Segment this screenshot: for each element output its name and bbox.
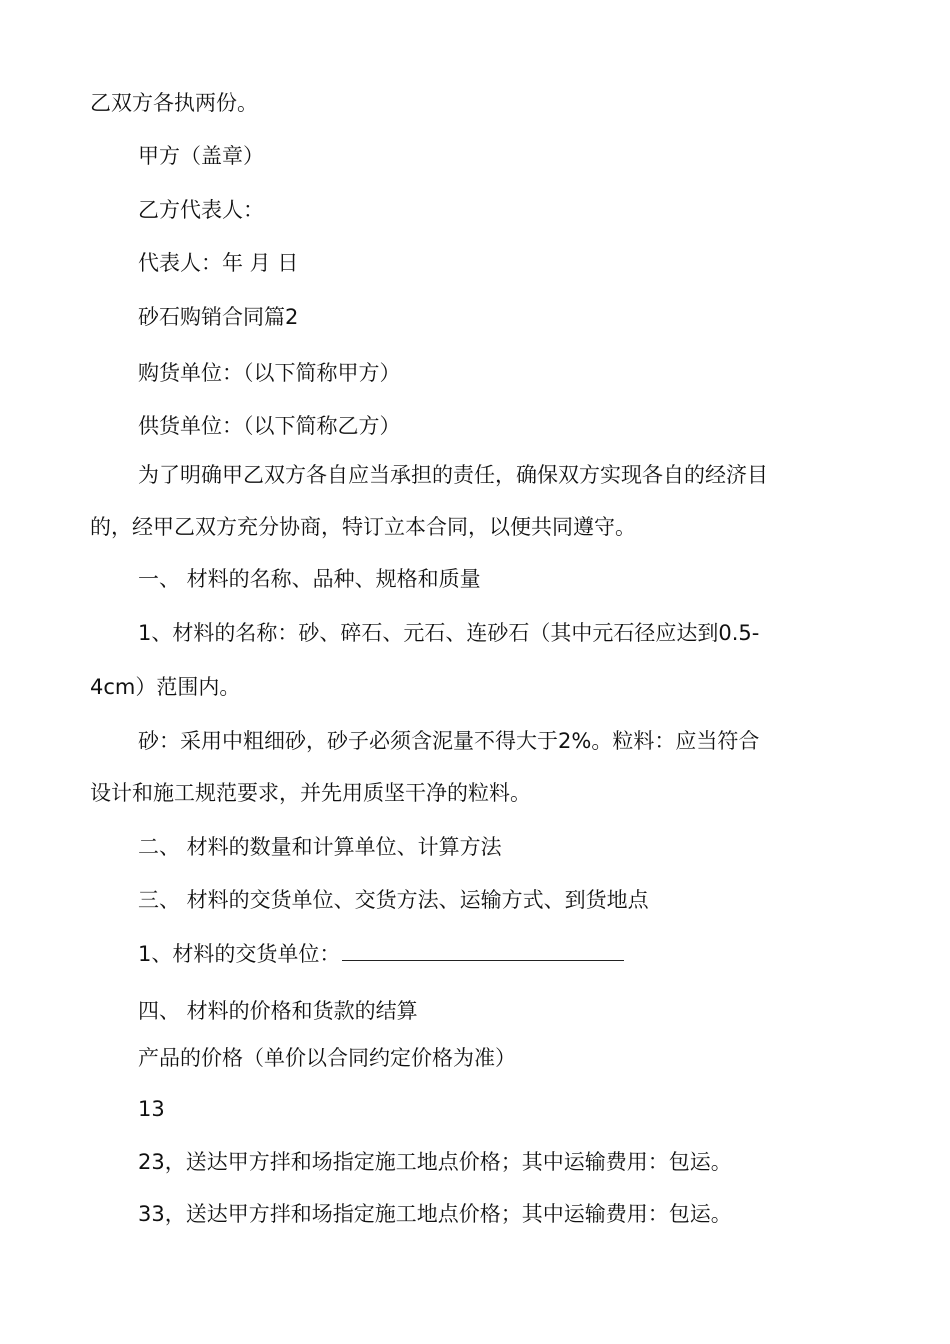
- paragraph-line: 4cm）范围内。: [90, 675, 241, 699]
- delivery-unit-label: 1、材料的交货单位：: [138, 942, 341, 966]
- paragraph-line: 1、材料的名称：砂、碎石、元石、连砂石（其中元石径应达到0.5-: [138, 621, 760, 645]
- clause-heading: 三、 材料的交货单位、交货方法、运输方式、到货地点: [138, 888, 649, 912]
- clause-heading: 一、 材料的名称、品种、规格和质量: [138, 567, 481, 591]
- paragraph-line: 砂：采用中粗细砂，砂子必须含泥量不得大于2%。粒料：应当符合: [138, 729, 760, 753]
- paragraph-line: 23，送达甲方拌和场指定施工地点价格；其中运输费用：包运。: [138, 1150, 732, 1174]
- buyer-unit: 购货单位：（以下简称甲方）: [138, 361, 401, 385]
- signature-party-b-representative: 乙方代表人：: [138, 198, 264, 222]
- clause-heading: 二、 材料的数量和计算单位、计算方法: [138, 835, 502, 859]
- blank-fill-line: [342, 940, 624, 961]
- paragraph-line: 33，送达甲方拌和场指定施工地点价格；其中运输费用：包运。: [138, 1202, 732, 1226]
- section-title: 砂石购销合同篇2: [138, 305, 299, 329]
- supplier-unit: 供货单位：（以下简称乙方）: [138, 414, 401, 438]
- paragraph-line: 产品的价格（单价以合同约定价格为准）: [138, 1046, 516, 1070]
- signature-party-a: 甲方（盖章）: [138, 144, 264, 168]
- paragraph-line: 的，经甲乙双方充分协商，特订立本合同，以便共同遵守。: [90, 515, 636, 539]
- paragraph-line: 13: [138, 1097, 165, 1121]
- delivery-unit-line: [138, 940, 624, 968]
- paragraph-line: 设计和施工规范要求，并先用质坚干净的粒料。: [90, 781, 531, 805]
- signature-date: 代表人：年 月 日: [138, 251, 299, 275]
- paragraph-line: 为了明确甲乙双方各自应当承担的责任，确保双方实现各自的经济目: [138, 463, 768, 487]
- text-line: 乙双方各执两份。: [90, 91, 258, 115]
- clause-heading: 四、 材料的价格和货款的结算: [138, 999, 418, 1023]
